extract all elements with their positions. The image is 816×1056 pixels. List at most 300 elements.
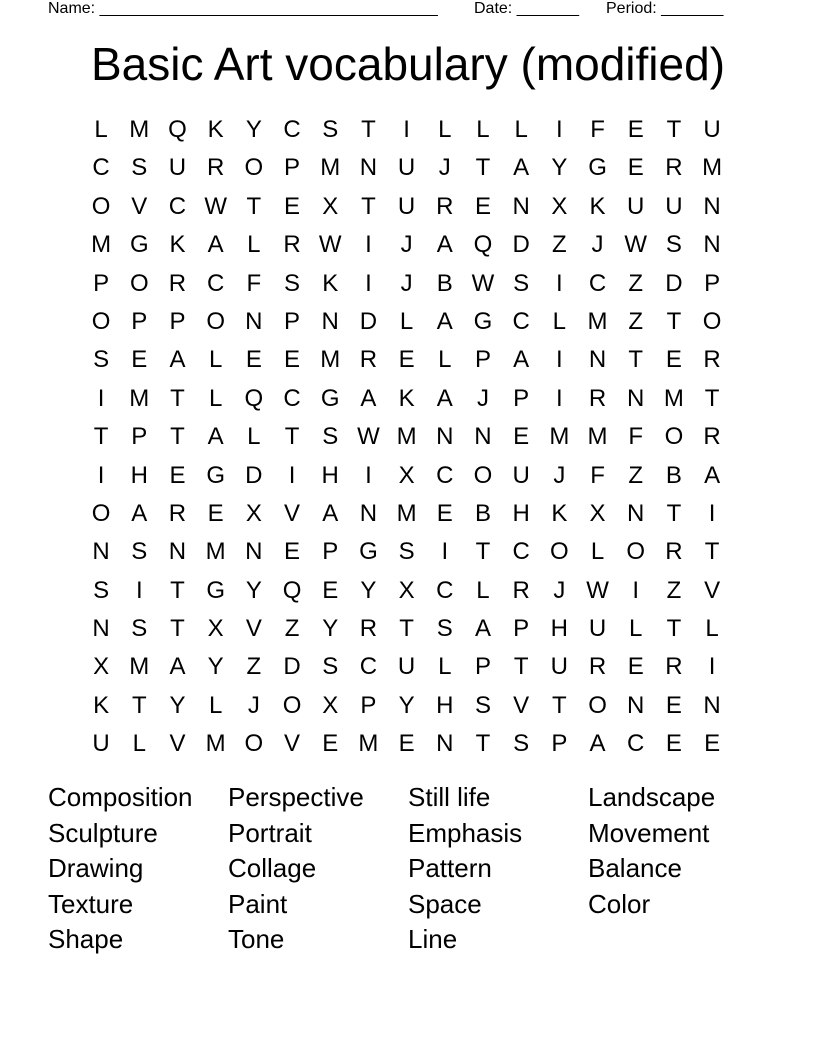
- grid-cell[interactable]: N: [474, 423, 492, 451]
- grid-cell[interactable]: X: [322, 192, 339, 220]
- grid-cell[interactable]: K: [93, 691, 110, 719]
- grid-cell[interactable]: M: [129, 116, 150, 143]
- grid-cell[interactable]: S: [322, 116, 339, 143]
- grid-cell[interactable]: O: [282, 691, 302, 719]
- grid-cell[interactable]: Y: [169, 691, 186, 719]
- grid-cell[interactable]: T: [399, 615, 414, 643]
- grid-cell[interactable]: L: [132, 730, 146, 758]
- grid-cell[interactable]: E: [398, 730, 415, 758]
- grid-cell[interactable]: M: [587, 423, 608, 451]
- grid-cell[interactable]: A: [513, 154, 530, 182]
- grid-cell[interactable]: Z: [284, 615, 300, 643]
- grid-cell[interactable]: W: [357, 423, 380, 451]
- grid-cell[interactable]: G: [129, 231, 149, 259]
- grid-cell[interactable]: A: [169, 346, 186, 374]
- grid-cell[interactable]: W: [471, 269, 495, 297]
- grid-cell[interactable]: D: [283, 653, 301, 681]
- grid-cell[interactable]: R: [206, 154, 225, 182]
- grid-cell[interactable]: A: [207, 231, 224, 259]
- grid-cell[interactable]: P: [169, 307, 186, 335]
- grid-cell[interactable]: A: [513, 346, 530, 374]
- grid-cell[interactable]: C: [627, 730, 645, 758]
- grid-cell[interactable]: F: [590, 116, 605, 143]
- grid-cell[interactable]: I: [556, 269, 563, 297]
- grid-cell[interactable]: Z: [628, 461, 644, 489]
- grid-cell[interactable]: N: [168, 538, 187, 566]
- grid-cell[interactable]: E: [627, 116, 644, 143]
- grid-cell[interactable]: Y: [245, 116, 262, 143]
- grid-cell[interactable]: S: [322, 423, 339, 451]
- grid-cell[interactable]: T: [284, 423, 300, 451]
- grid-cell[interactable]: T: [666, 615, 682, 643]
- grid-cell[interactable]: G: [320, 384, 340, 412]
- grid-cell[interactable]: L: [476, 116, 490, 143]
- grid-cell[interactable]: P: [513, 615, 530, 643]
- grid-cell[interactable]: P: [131, 423, 148, 451]
- grid-cell[interactable]: R: [665, 653, 683, 681]
- grid-cell[interactable]: O: [91, 499, 111, 527]
- grid-cell[interactable]: S: [474, 691, 491, 719]
- grid-cell[interactable]: K: [207, 116, 224, 143]
- grid-cell[interactable]: O: [244, 154, 264, 182]
- grid-cell[interactable]: B: [436, 269, 453, 297]
- grid-cell[interactable]: V: [131, 192, 148, 220]
- grid-cell[interactable]: P: [513, 384, 530, 412]
- grid-cell[interactable]: R: [436, 192, 454, 220]
- grid-cell[interactable]: E: [665, 730, 682, 758]
- grid-cell[interactable]: U: [627, 192, 645, 220]
- grid-cell[interactable]: C: [283, 116, 301, 143]
- grid-cell[interactable]: X: [398, 576, 415, 604]
- grid-cell[interactable]: I: [365, 269, 372, 297]
- grid-cell[interactable]: Z: [666, 576, 682, 604]
- grid-cell[interactable]: P: [131, 307, 148, 335]
- grid-cell[interactable]: U: [703, 116, 721, 143]
- grid-cell[interactable]: V: [245, 615, 262, 643]
- grid-cell[interactable]: T: [704, 384, 720, 412]
- grid-cell[interactable]: Y: [360, 576, 377, 604]
- grid-cell[interactable]: N: [359, 499, 378, 527]
- grid-cell[interactable]: G: [359, 538, 378, 566]
- grid-cell[interactable]: U: [588, 615, 607, 643]
- grid-cell[interactable]: W: [624, 231, 648, 259]
- grid-cell[interactable]: T: [170, 615, 185, 643]
- grid-cell[interactable]: E: [131, 346, 148, 374]
- grid-cell[interactable]: T: [361, 192, 376, 220]
- grid-cell[interactable]: I: [708, 653, 716, 681]
- grid-cell[interactable]: I: [708, 499, 716, 527]
- grid-cell[interactable]: N: [588, 346, 607, 374]
- grid-cell[interactable]: I: [365, 231, 372, 259]
- grid-cell[interactable]: U: [550, 653, 569, 681]
- grid-cell[interactable]: P: [704, 269, 721, 297]
- grid-cell[interactable]: P: [474, 653, 491, 681]
- grid-cell[interactable]: S: [93, 346, 110, 374]
- grid-cell[interactable]: I: [135, 576, 143, 604]
- grid-cell[interactable]: V: [513, 691, 530, 719]
- grid-cell[interactable]: A: [169, 653, 186, 681]
- grid-cell[interactable]: E: [284, 538, 301, 566]
- grid-cell[interactable]: S: [436, 615, 453, 643]
- grid-cell[interactable]: I: [97, 461, 105, 489]
- name-field[interactable]: Name: ______________________________________: [48, 0, 438, 17]
- grid-cell[interactable]: K: [589, 192, 606, 220]
- grid-cell[interactable]: C: [512, 307, 530, 335]
- grid-cell[interactable]: N: [703, 192, 721, 220]
- grid-cell[interactable]: I: [403, 116, 410, 143]
- grid-cell[interactable]: W: [318, 231, 342, 259]
- grid-cell[interactable]: H: [321, 461, 339, 489]
- grid-cell[interactable]: U: [168, 154, 187, 182]
- grid-cell[interactable]: E: [284, 346, 301, 374]
- grid-cell[interactable]: L: [208, 346, 223, 374]
- grid-cell[interactable]: C: [206, 269, 225, 297]
- grid-cell[interactable]: P: [284, 154, 301, 182]
- grid-cell[interactable]: A: [207, 423, 224, 451]
- grid-cell[interactable]: Z: [628, 269, 644, 297]
- grid-cell[interactable]: V: [284, 499, 301, 527]
- grid-cell[interactable]: L: [247, 231, 261, 259]
- grid-cell[interactable]: H: [436, 691, 454, 719]
- grid-cell[interactable]: N: [627, 691, 645, 719]
- grid-cell[interactable]: M: [396, 499, 417, 527]
- grid-cell[interactable]: M: [205, 538, 226, 566]
- word-list-item: Sculpture: [48, 817, 158, 848]
- grid-cell[interactable]: E: [704, 730, 721, 758]
- grid-cell[interactable]: S: [513, 730, 530, 758]
- grid-cell[interactable]: R: [359, 346, 378, 374]
- grid-cell[interactable]: E: [665, 346, 682, 374]
- grid-cell[interactable]: O: [702, 307, 722, 335]
- grid-cell[interactable]: S: [665, 231, 682, 259]
- grid-cell[interactable]: U: [397, 192, 416, 220]
- grid-cell[interactable]: J: [247, 691, 260, 719]
- grid-cell[interactable]: G: [588, 154, 607, 182]
- grid-cell[interactable]: T: [170, 384, 185, 412]
- grid-cell[interactable]: P: [360, 691, 377, 719]
- grid-cell[interactable]: C: [168, 192, 187, 220]
- word-list-item: Landscape: [588, 782, 716, 812]
- grid-cell[interactable]: T: [666, 307, 682, 335]
- grid-cell[interactable]: L: [552, 307, 567, 335]
- grid-cell[interactable]: D: [359, 307, 378, 335]
- grid-cell[interactable]: N: [436, 730, 454, 758]
- grid-cell[interactable]: I: [288, 461, 296, 489]
- grid-cell[interactable]: O: [129, 269, 149, 297]
- grid-cell[interactable]: A: [322, 499, 339, 527]
- grid-cell[interactable]: N: [321, 307, 339, 335]
- grid-cell[interactable]: R: [703, 346, 721, 374]
- word-list-item: Pattern: [408, 853, 492, 883]
- grid-cell[interactable]: O: [473, 461, 493, 489]
- grid-cell[interactable]: S: [513, 269, 530, 297]
- grid-cell[interactable]: R: [283, 231, 301, 259]
- grid-cell[interactable]: R: [359, 615, 378, 643]
- grid-cell[interactable]: J: [553, 461, 566, 489]
- grid-cell[interactable]: V: [284, 730, 301, 758]
- grid-cell[interactable]: P: [93, 269, 110, 297]
- grid-cell[interactable]: M: [587, 307, 608, 335]
- grid-cell[interactable]: T: [666, 499, 682, 527]
- grid-cell[interactable]: M: [320, 346, 341, 374]
- grid-cell[interactable]: F: [590, 461, 605, 489]
- grid-cell[interactable]: L: [629, 615, 643, 643]
- grid-cell[interactable]: X: [551, 192, 568, 220]
- grid-cell[interactable]: E: [513, 423, 530, 451]
- grid-cell[interactable]: Y: [398, 691, 415, 719]
- grid-cell[interactable]: L: [476, 576, 490, 604]
- grid-cell[interactable]: X: [93, 653, 110, 681]
- grid-cell[interactable]: T: [552, 691, 567, 719]
- grid-cell[interactable]: M: [549, 423, 570, 451]
- grid-cell[interactable]: S: [398, 538, 415, 566]
- grid-cell[interactable]: H: [550, 615, 569, 643]
- grid-cell[interactable]: N: [92, 615, 110, 643]
- grid-cell[interactable]: E: [627, 154, 644, 182]
- grid-cell[interactable]: T: [361, 116, 376, 143]
- grid-cell[interactable]: B: [665, 461, 682, 489]
- grid-cell[interactable]: M: [320, 154, 341, 182]
- grid-cell[interactable]: R: [512, 576, 530, 604]
- grid-cell[interactable]: S: [93, 576, 110, 604]
- grid-cell[interactable]: Z: [552, 231, 567, 259]
- grid-cell[interactable]: I: [97, 384, 105, 412]
- grid-cell[interactable]: K: [169, 231, 186, 259]
- grid-cell[interactable]: T: [93, 423, 109, 451]
- grid-cell[interactable]: E: [398, 346, 415, 374]
- grid-cell[interactable]: C: [436, 461, 454, 489]
- grid-cell[interactable]: L: [94, 116, 108, 143]
- grid-cell[interactable]: A: [436, 231, 453, 259]
- grid-cell[interactable]: H: [512, 499, 530, 527]
- grid-cell[interactable]: L: [399, 307, 414, 335]
- grid-cell[interactable]: A: [360, 384, 377, 412]
- grid-cell[interactable]: O: [588, 691, 607, 719]
- grid-cell[interactable]: E: [284, 192, 301, 220]
- grid-cell[interactable]: N: [703, 691, 721, 719]
- grid-cell[interactable]: A: [436, 307, 453, 335]
- grid-cell[interactable]: J: [476, 384, 489, 412]
- grid-cell[interactable]: E: [436, 499, 453, 527]
- grid-cell[interactable]: J: [438, 154, 451, 182]
- grid-cell[interactable]: R: [168, 499, 187, 527]
- grid-cell[interactable]: L: [514, 116, 528, 143]
- grid-cell[interactable]: W: [204, 192, 227, 220]
- grid-cell[interactable]: E: [245, 346, 262, 374]
- grid-cell[interactable]: E: [169, 461, 186, 489]
- grid-cell[interactable]: T: [475, 538, 491, 566]
- grid-cell[interactable]: T: [170, 576, 185, 604]
- grid-cell[interactable]: P: [551, 730, 568, 758]
- grid-cell[interactable]: I: [632, 576, 640, 604]
- grid-cell[interactable]: D: [245, 461, 263, 489]
- grid-cell[interactable]: Z: [246, 653, 262, 681]
- grid-cell[interactable]: O: [206, 307, 225, 335]
- grid-cell[interactable]: R: [665, 538, 683, 566]
- grid-cell[interactable]: G: [206, 576, 225, 604]
- grid-cell[interactable]: L: [438, 346, 452, 374]
- grid-cell[interactable]: K: [322, 269, 339, 297]
- grid-cell[interactable]: S: [131, 538, 148, 566]
- grid-cell[interactable]: V: [704, 576, 721, 604]
- grid-cell[interactable]: P: [474, 346, 491, 374]
- word-list-item: Collage: [228, 853, 317, 883]
- grid-cell[interactable]: M: [129, 653, 150, 681]
- grid-cell[interactable]: A: [436, 384, 453, 412]
- grid-cell[interactable]: T: [513, 653, 529, 681]
- grid-cell[interactable]: F: [628, 423, 644, 451]
- grid-cell[interactable]: T: [704, 538, 720, 566]
- grid-cell[interactable]: R: [168, 269, 187, 297]
- grid-cell[interactable]: M: [396, 423, 417, 451]
- grid-cell[interactable]: S: [322, 653, 339, 681]
- grid-cell[interactable]: R: [588, 653, 607, 681]
- grid-cell[interactable]: X: [589, 499, 606, 527]
- word-list-item: Movement: [588, 817, 710, 848]
- grid-cell[interactable]: O: [664, 423, 684, 451]
- grid-cell[interactable]: Y: [245, 576, 262, 604]
- grid-cell[interactable]: Q: [473, 231, 493, 259]
- grid-cell[interactable]: C: [436, 576, 454, 604]
- grid-cell[interactable]: T: [475, 730, 491, 758]
- grid-cell[interactable]: L: [705, 615, 719, 643]
- grid-cell[interactable]: T: [628, 346, 644, 374]
- grid-cell[interactable]: L: [247, 423, 261, 451]
- grid-cell[interactable]: A: [589, 730, 606, 758]
- grid-cell[interactable]: J: [553, 576, 566, 604]
- grid-cell[interactable]: L: [208, 691, 223, 719]
- grid-cell[interactable]: B: [474, 499, 491, 527]
- grid-cell[interactable]: I: [556, 384, 563, 412]
- grid-cell[interactable]: G: [206, 461, 225, 489]
- grid-cell[interactable]: Q: [168, 116, 187, 143]
- grid-cell[interactable]: S: [131, 154, 148, 182]
- word-list-item: Line: [408, 924, 458, 954]
- grid-cell[interactable]: N: [359, 154, 378, 182]
- grid-cell[interactable]: N: [627, 384, 645, 412]
- grid-cell[interactable]: R: [703, 423, 721, 451]
- grid-cell[interactable]: J: [400, 269, 413, 297]
- grid-cell[interactable]: N: [703, 231, 721, 259]
- header-fields: [48, 0, 748, 20]
- grid-cell[interactable]: E: [322, 730, 339, 758]
- grid-cell[interactable]: O: [91, 307, 111, 335]
- grid-cell[interactable]: K: [398, 384, 415, 412]
- grid-cell[interactable]: C: [92, 154, 110, 182]
- grid-cell[interactable]: U: [397, 154, 416, 182]
- grid-cell[interactable]: U: [665, 192, 683, 220]
- grid-cell[interactable]: Q: [244, 384, 264, 412]
- grid-cell[interactable]: E: [322, 576, 339, 604]
- grid-cell[interactable]: L: [208, 384, 223, 412]
- grid-cell[interactable]: E: [474, 192, 491, 220]
- grid-cell[interactable]: S: [131, 615, 148, 643]
- grid-cell[interactable]: M: [663, 384, 684, 412]
- grid-cell[interactable]: L: [438, 116, 452, 143]
- grid-cell[interactable]: U: [512, 461, 530, 489]
- grid-cell[interactable]: V: [169, 730, 186, 758]
- grid-cell[interactable]: T: [666, 116, 682, 143]
- grid-cell[interactable]: J: [591, 231, 604, 259]
- grid-cell[interactable]: I: [441, 538, 449, 566]
- grid-cell[interactable]: E: [207, 499, 224, 527]
- grid-cell[interactable]: L: [590, 538, 605, 566]
- grid-cell[interactable]: N: [627, 499, 645, 527]
- grid-cell[interactable]: Y: [551, 154, 568, 182]
- grid-cell[interactable]: Z: [628, 307, 644, 335]
- grid-cell[interactable]: M: [91, 231, 112, 259]
- grid-cell[interactable]: T: [131, 691, 147, 719]
- grid-cell[interactable]: M: [358, 730, 379, 758]
- grid-cell[interactable]: X: [245, 499, 262, 527]
- grid-cell[interactable]: E: [665, 691, 682, 719]
- grid-cell[interactable]: K: [551, 499, 568, 527]
- grid-cell[interactable]: D: [512, 231, 530, 259]
- grid-cell[interactable]: M: [205, 730, 226, 758]
- grid-cell[interactable]: X: [207, 615, 224, 643]
- grid-cell[interactable]: T: [246, 192, 262, 220]
- grid-cell[interactable]: I: [365, 461, 372, 489]
- grid-cell[interactable]: Y: [322, 615, 339, 643]
- period-field[interactable]: Period: _______: [606, 0, 724, 17]
- grid-cell[interactable]: P: [284, 307, 301, 335]
- grid-cell[interactable]: G: [473, 307, 493, 335]
- grid-cell[interactable]: N: [512, 192, 530, 220]
- grid-cell[interactable]: N: [245, 538, 263, 566]
- grid-cell[interactable]: A: [131, 499, 148, 527]
- grid-cell[interactable]: R: [665, 154, 683, 182]
- grid-cell[interactable]: T: [170, 423, 185, 451]
- grid-cell[interactable]: N: [92, 538, 110, 566]
- grid-cell[interactable]: I: [556, 346, 563, 374]
- grid-cell[interactable]: M: [702, 154, 723, 182]
- grid-cell[interactable]: P: [322, 538, 339, 566]
- grid-cell[interactable]: Q: [282, 576, 302, 604]
- grid-cell[interactable]: U: [92, 730, 110, 758]
- grid-cell[interactable]: C: [283, 384, 301, 412]
- grid-cell[interactable]: A: [704, 461, 721, 489]
- grid-cell[interactable]: C: [359, 653, 378, 681]
- grid-cell[interactable]: N: [245, 307, 263, 335]
- grid-cell[interactable]: L: [438, 653, 452, 681]
- grid-cell[interactable]: A: [474, 615, 491, 643]
- date-field[interactable]: Date: _______: [474, 0, 579, 17]
- grid-cell[interactable]: E: [627, 653, 644, 681]
- grid-cell[interactable]: O: [244, 730, 264, 758]
- grid-cell[interactable]: O: [550, 538, 569, 566]
- grid-cell[interactable]: W: [586, 576, 609, 604]
- grid-cell[interactable]: T: [475, 154, 491, 182]
- grid-cell[interactable]: Y: [207, 653, 224, 681]
- grid-cell[interactable]: N: [436, 423, 454, 451]
- grid-cell[interactable]: U: [397, 653, 416, 681]
- grid-cell[interactable]: C: [588, 269, 607, 297]
- grid-cell[interactable]: J: [400, 231, 413, 259]
- grid-cell[interactable]: H: [130, 461, 148, 489]
- word-list-item: Tone: [228, 924, 285, 954]
- grid-cell[interactable]: X: [322, 691, 339, 719]
- grid-cell[interactable]: O: [91, 192, 111, 220]
- grid-cell[interactable]: D: [665, 269, 683, 297]
- grid-cell[interactable]: S: [284, 269, 301, 297]
- grid-cell[interactable]: R: [588, 384, 607, 412]
- grid-cell[interactable]: O: [626, 538, 646, 566]
- grid-cell[interactable]: M: [129, 384, 150, 412]
- grid-cell[interactable]: I: [556, 116, 563, 143]
- grid-cell[interactable]: F: [246, 269, 262, 297]
- grid-cell[interactable]: X: [398, 461, 415, 489]
- grid-cell[interactable]: C: [512, 538, 530, 566]
